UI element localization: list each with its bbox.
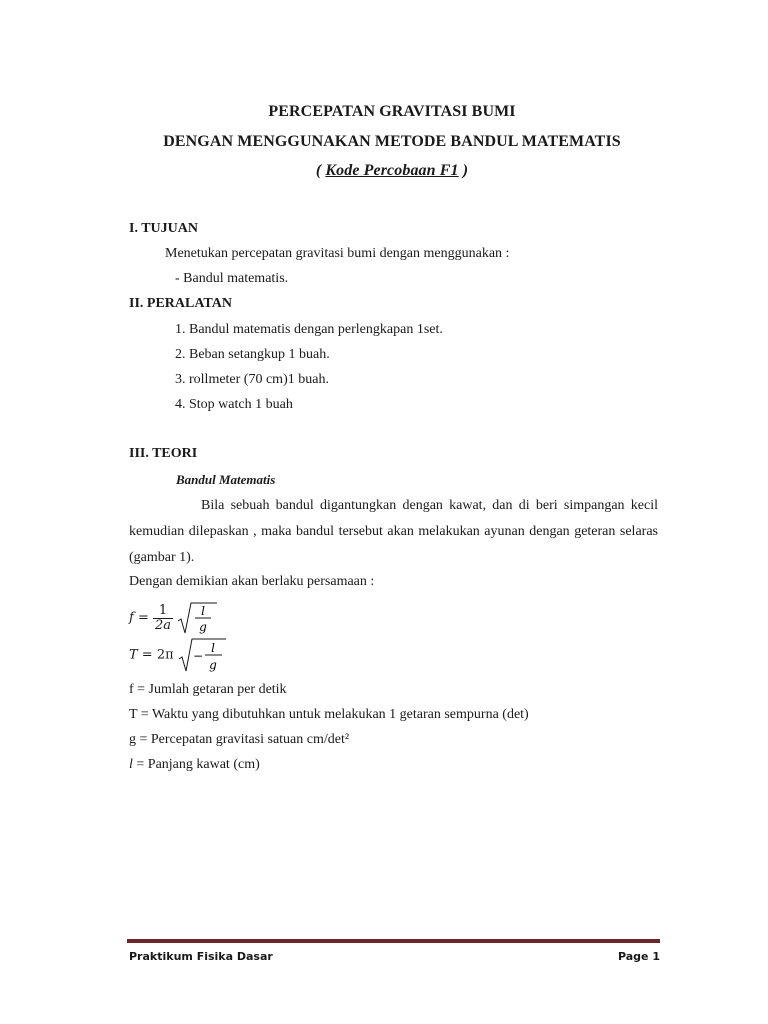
definition-l-text: = Panjang kawat (cm) — [132, 757, 260, 772]
equipment-item: 3. rollmeter (70 cm)1 buah. — [175, 372, 329, 387]
formula-t-minus: − — [192, 649, 203, 663]
theory-paragraph — [129, 493, 658, 571]
equipment-item: 4. Stop watch 1 buah — [175, 397, 293, 412]
formula-frequency — [129, 601, 217, 635]
formula-t-eq: = 2π — [137, 647, 174, 663]
formula-period — [129, 637, 226, 673]
formula-t-lhs: T — [129, 647, 138, 663]
sqrt-symbol — [177, 601, 217, 635]
title-line-2: DENGAN MENGGUNAKAN METODE BANDUL MATEMATIS — [163, 133, 621, 150]
section-heading-peralatan: II. PERALATAN — [129, 296, 232, 311]
equipment-item: 1. Bandul matematis dengan perlengkapan 1set. — [175, 322, 443, 337]
formula-f-sqrt-den: g — [199, 620, 207, 634]
subheading-bandul-matematis: Bandul Matematis — [176, 472, 276, 487]
formula-f-fraction — [153, 604, 173, 633]
formula-f-eq: = — [133, 610, 153, 626]
code-open-paren: ( — [315, 162, 326, 179]
experiment-code — [0, 162, 768, 180]
definition-l-symbol: l — [129, 757, 133, 772]
theory-paragraph-text: Bila sebuah bandul digantungkan dengan kawat, dan di beri simpangan kecil kemudian dilepaskan , maka bandul tersebut akan melakukan ayunan dengan geteran selaras (gambar 1). — [129, 498, 658, 565]
experiment-code-label: Kode Percobaan F1 — [325, 162, 459, 179]
footer-rule — [127, 939, 660, 943]
formula-f-denominator: 2a — [154, 617, 172, 633]
equation-intro: Dengan demikian akan berlaku persamaan : — [129, 574, 375, 589]
footer-page-number: Page 1 — [617, 950, 660, 963]
equipment-item: 2. Beban setangkup 1 buah. — [175, 347, 330, 362]
code-close-paren: ) — [458, 162, 469, 179]
definition-t: T = Waktu yang dibutuhkan untuk melakukan 1 getaran sempurna (det) — [129, 707, 529, 722]
definition-g: g = Percepatan gravitasi satuan cm/det² — [129, 732, 350, 747]
section-heading-tujuan: I. TUJUAN — [129, 221, 198, 236]
formula-f-numerator: 1 — [153, 604, 173, 619]
footer-left-text: Praktikum Fisika Dasar — [129, 950, 273, 963]
section-heading-teori: III. TEORI — [129, 446, 198, 461]
formula-t-sqrt-num: l — [210, 641, 215, 655]
definition-l — [129, 757, 260, 773]
tujuan-item: - Bandul matematis. — [175, 271, 289, 286]
definition-f: f = Jumlah getaran per detik — [129, 682, 287, 697]
formula-t-sqrt-den: g — [208, 658, 217, 672]
title-line-1: PERCEPATAN GRAVITASI BUMI — [268, 103, 516, 120]
formula-f-sqrt-num: l — [201, 604, 206, 618]
sqrt-symbol — [178, 637, 226, 673]
tujuan-text: Menetukan percepatan gravitasi bumi dengan menggunakan : — [165, 246, 510, 261]
formula-f-lhs: f — [129, 610, 134, 626]
